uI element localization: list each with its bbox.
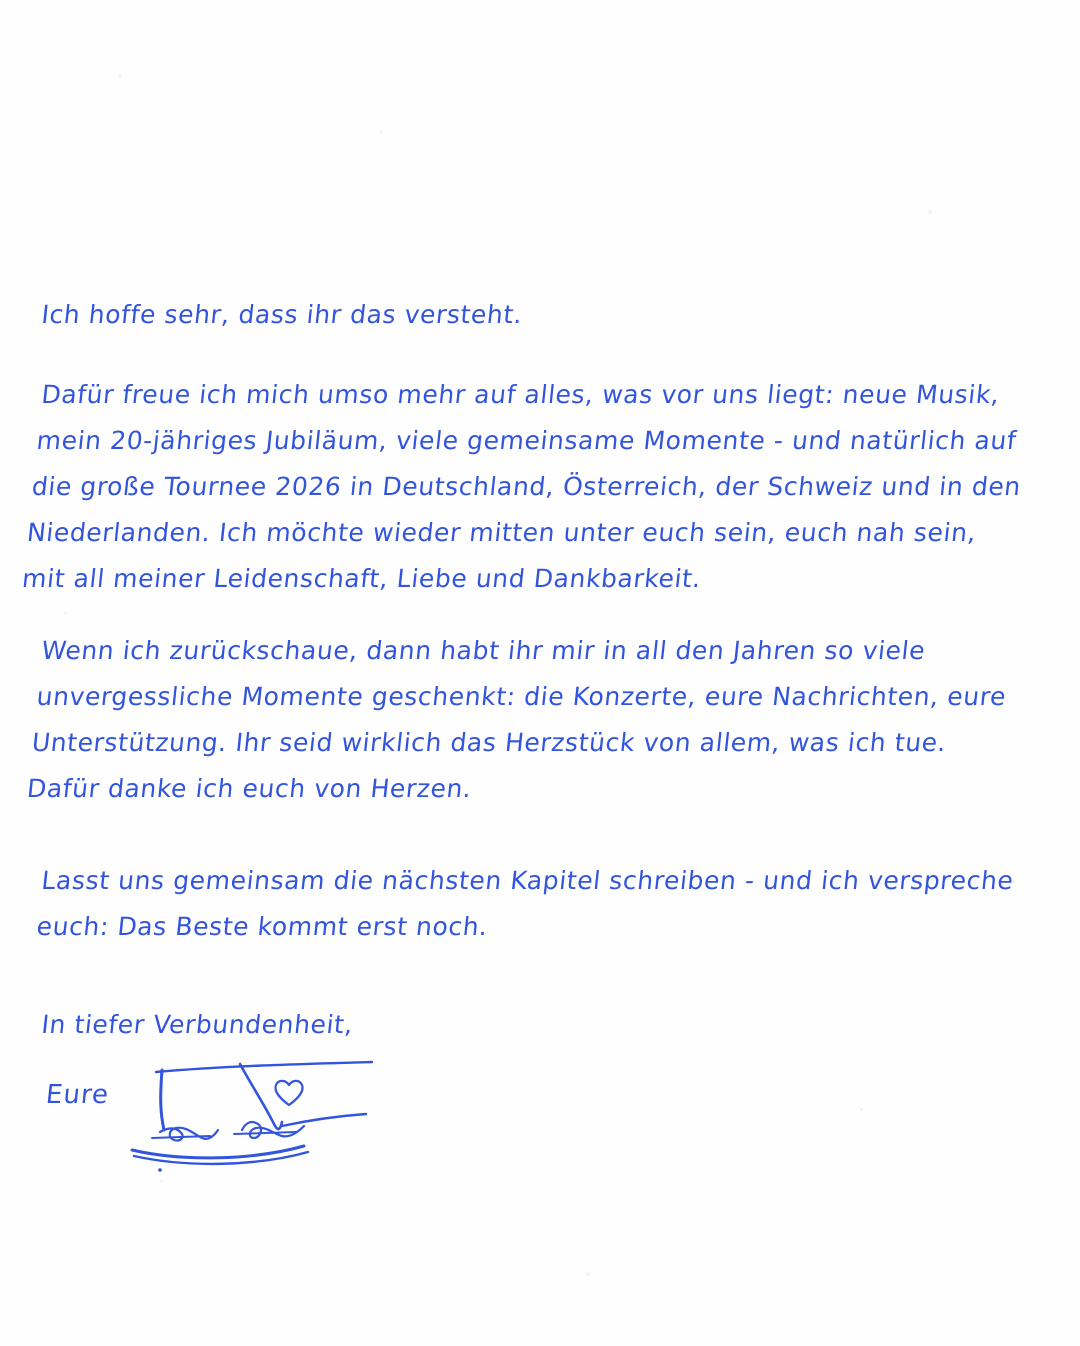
letter-paragraph-3: Wenn ich zurückschaue, dann habt ihr mir in all den Jahren so viele unvergessliche Momente geschenkt: die Konzerte, eure Nachrichten, eure Unterstützung. Ihr seid wirklich das Herzstück von allem, was ich tue. Dafür danke ich euch von Herzen.	[25, 636, 1008, 803]
letter-paragraph-2: Dafür freue ich mich umso mehr auf alles, was vor uns liegt: neue Musik, mein 20-jähriges Jubiläum, viele gemeinsame Momente - und natürlich auf die große Tournee 2026 in Deutschland, Österreich, der Schweiz und in den Niederlanden. Ich möchte wieder mitten unter euch sein, euch nah sein, mit all meiner Leidenschaft, Liebe und Dankbarkeit.	[20, 380, 1023, 593]
closing-line: In tiefer Verbundenheit,	[40, 1010, 355, 1039]
signature-helene-fischer	[114, 1046, 454, 1176]
signature-row	[44, 1058, 1034, 1188]
letter-paragraph-1: Ich hoffe sehr, dass ihr das versteht.	[40, 300, 524, 329]
heart-icon	[272, 1076, 306, 1108]
letter-closing	[40, 1002, 1034, 1188]
closing-salutation: Eure	[44, 1080, 111, 1110]
letter-paragraph-4: Lasst uns gemeinsam die nächsten Kapitel schreiben - und ich verspreche euch: Das Beste kommt erst noch.	[35, 866, 1016, 941]
letter-body	[20, 292, 1034, 1188]
